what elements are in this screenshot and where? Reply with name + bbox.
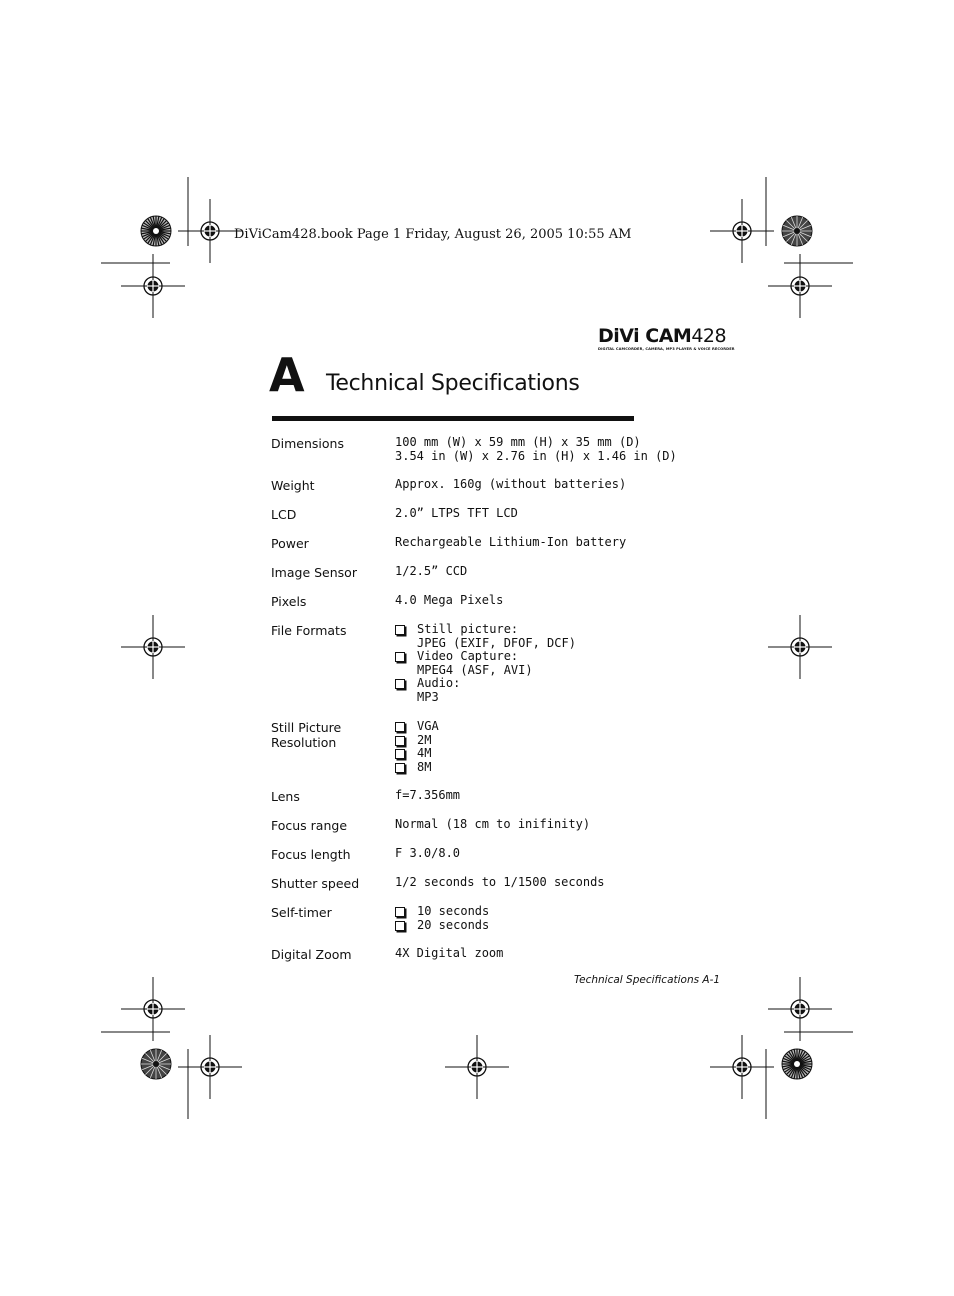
spec-label: Pixels [271, 594, 307, 609]
checkbox-bullet-icon [395, 921, 405, 931]
spec-label: File Formats [271, 623, 347, 638]
spec-value-list [395, 905, 725, 932]
bullet-detail: MPEG4 (ASF, AVI) [417, 662, 533, 677]
bullet-text: 2M [417, 732, 432, 747]
spec-label: Dimensions [271, 436, 344, 451]
spec-value: 1/2.5” CCD [395, 564, 468, 578]
spec-value: Normal (18 cm to inifinity) [395, 817, 591, 831]
spec-value-line: 3.54 in (W) x 2.76 in (H) x 1.46 in (D) [395, 448, 677, 463]
divicam-logo [598, 325, 735, 353]
page-footer: Technical Specifications A-1 [574, 974, 721, 986]
spec-value: 1/2 seconds to 1/1500 seconds [395, 875, 605, 889]
spec-value: 4.0 Mega Pixels [395, 593, 504, 607]
bullet-item [395, 720, 725, 734]
spec-label: Lens [271, 789, 300, 804]
bullet-text: 4M [417, 746, 432, 760]
spec-label [271, 720, 391, 750]
spec-label-line: Resolution [271, 735, 337, 750]
spec-value-list [395, 720, 725, 774]
spec-value-line: 100 mm (W) x 59 mm (H) x 35 mm (D) [395, 435, 641, 449]
logo-model: 428 [691, 325, 727, 347]
spec-label: Digital Zoom [271, 947, 352, 962]
spec-label: Shutter speed [271, 876, 360, 891]
bullet-item [395, 650, 725, 664]
spec-label: Power [271, 536, 309, 551]
logo-tagline: DIGITAL CAMCORDER, CAMERA, MP3 PLAYER & VOICE RECORDER [598, 347, 735, 351]
bullet-text: Audio: [417, 676, 461, 690]
chapter-letter: A [269, 348, 305, 402]
spec-value [395, 436, 725, 463]
print-timestamp-line: DiViCam428.book Page 1 Friday, August 26, 2005 10:55 AM [234, 227, 632, 242]
checkbox-bullet-icon [395, 652, 405, 662]
bullet-text: 8M [417, 759, 432, 774]
bullet-text: 10 seconds [417, 904, 490, 918]
spec-label: Weight [271, 478, 315, 493]
spec-value: Rechargeable Lithium-Ion battery [395, 535, 627, 549]
checkbox-bullet-icon [395, 625, 405, 635]
title-rule [272, 416, 634, 421]
bullet-item [395, 919, 725, 933]
bullet-item [395, 747, 725, 761]
checkbox-bullet-icon [395, 736, 405, 746]
spec-label: Image Sensor [271, 565, 357, 580]
checkbox-bullet-icon [395, 907, 405, 917]
bullet-item [395, 905, 725, 919]
checkbox-bullet-icon [395, 722, 405, 732]
spec-value: 2.0” LTPS TFT LCD [395, 506, 518, 520]
spec-value: F 3.0/8.0 [395, 846, 461, 860]
bullet-text: VGA [417, 719, 439, 733]
spec-label: Self-timer [271, 905, 332, 920]
bullet-detail: MP3 [417, 689, 439, 704]
checkbox-bullet-icon [395, 679, 405, 689]
bullet-item [395, 623, 725, 637]
spec-label: LCD [271, 507, 297, 522]
bullet-detail: JPEG (EXIF, DFOF, DCF) [417, 635, 576, 650]
spec-label-line: Still Picture [271, 720, 342, 735]
bullet-item [395, 677, 725, 691]
checkbox-bullet-icon [395, 749, 405, 759]
bullet-item [395, 734, 725, 748]
spec-label: Focus length [271, 847, 351, 862]
chapter-title: Technical Specifications [326, 371, 580, 396]
bullet-text: Still picture: [417, 622, 519, 636]
logo-wordmark [598, 325, 727, 347]
spec-value: 4X Digital zoom [395, 946, 504, 960]
spec-value-list [395, 623, 725, 704]
checkbox-bullet-icon [395, 763, 405, 773]
logo-brand: DiVi CAM [598, 325, 692, 347]
bullet-text: Video Capture: [417, 649, 519, 663]
bullet-text: 20 seconds [417, 917, 490, 932]
spec-value: f=7.356mm [395, 788, 461, 802]
spec-value: Approx. 160g (without batteries) [395, 477, 627, 491]
bullet-item [395, 761, 725, 775]
spec-label: Focus range [271, 818, 348, 833]
